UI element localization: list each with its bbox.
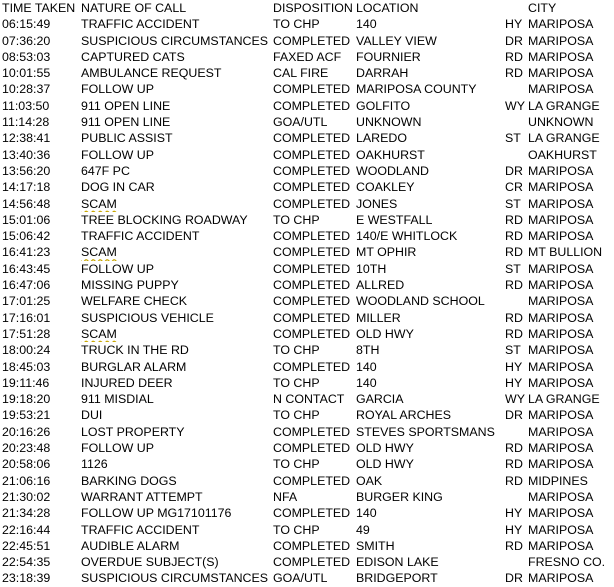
cell-city: LA GRANGE xyxy=(528,131,600,146)
cell-nature: AMBULANCE REQUEST xyxy=(81,66,222,81)
cell-suffix: RD xyxy=(505,538,523,553)
cell-location: WOODLAND SCHOOL xyxy=(356,294,485,309)
table-row xyxy=(2,407,612,423)
cell-disposition: TO CHP xyxy=(273,375,320,390)
cell-nature: BURGLAR ALARM xyxy=(81,359,187,374)
cell-nature: SUSPICIOUS CIRCUMSTANCES xyxy=(81,571,269,586)
cell-nature: TRAFFIC ACCIDENT xyxy=(81,17,200,32)
cell-disposition: GOA/UTL xyxy=(273,571,328,586)
cell-time: 16:43:45 xyxy=(2,261,51,276)
cell-city: LA GRANGE xyxy=(528,392,600,407)
cell-time: 16:41:23 xyxy=(2,245,51,260)
cell-location: FOURNIER xyxy=(356,49,421,64)
header-time: TIME TAKEN xyxy=(2,1,76,15)
cell-city: MIDPINES xyxy=(528,473,588,488)
cell-nature: TRAFFIC ACCIDENT xyxy=(81,522,200,537)
table-row xyxy=(2,473,612,489)
cell-location: VALLEY VIEW xyxy=(356,33,437,48)
cell-time: 10:01:55 xyxy=(2,66,51,81)
cell-time: 20:23:48 xyxy=(2,441,51,456)
cell-location: 8TH xyxy=(356,343,380,358)
cell-suffix xyxy=(505,424,528,440)
cell-nature: MISSING PUPPY xyxy=(81,278,179,293)
cell-location: UNKNOWN xyxy=(356,115,422,130)
cell-city: FRESNO CO. xyxy=(528,555,606,570)
cell-city: UNKNOWN xyxy=(528,115,594,130)
cell-time: 19:53:21 xyxy=(2,408,51,423)
cell-location: E WESTFALL xyxy=(356,212,433,227)
cell-nature: WELFARE CHECK xyxy=(81,294,188,309)
cell-suffix: RD xyxy=(505,457,523,472)
table-row xyxy=(2,98,612,114)
cell-location: GOLFITO xyxy=(356,98,411,113)
cell-disposition: COMPLETED xyxy=(273,555,351,570)
cell-time: 23:18:39 xyxy=(2,571,51,586)
cell-suffix: ST xyxy=(505,131,521,146)
table-row xyxy=(2,179,612,195)
cell-location: LAREDO xyxy=(356,131,407,146)
table-row xyxy=(2,33,612,49)
cell-location: 140 xyxy=(356,375,377,390)
cell-location: MT OPHIR xyxy=(356,245,417,260)
cell-location: BRIDGEPORT xyxy=(356,571,438,586)
cell-suffix xyxy=(505,114,528,130)
cell-location: MILLER xyxy=(356,310,401,325)
cell-time: 17:01:25 xyxy=(2,294,51,309)
cell-disposition: COMPLETED xyxy=(273,33,351,48)
cell-location: OLD HWY xyxy=(356,441,414,456)
cell-suffix: HY xyxy=(505,506,523,521)
cell-suffix xyxy=(505,293,528,309)
table-row xyxy=(2,114,612,130)
cell-time: 21:34:28 xyxy=(2,506,51,521)
cell-location: 49 xyxy=(356,522,370,537)
cell-time: 12:38:41 xyxy=(2,131,51,146)
cell-suffix: CR xyxy=(505,180,523,195)
cell-nature xyxy=(81,196,273,212)
cell-time: 15:06:42 xyxy=(2,229,51,244)
cell-city: MARIPOSA xyxy=(528,17,594,32)
cell-disposition: COMPLETED xyxy=(273,310,351,325)
cell-time: 11:14:28 xyxy=(2,115,50,130)
cell-disposition: COMPLETED xyxy=(273,473,351,488)
cell-disposition: COMPLETED xyxy=(273,163,351,178)
cell-suffix: ST xyxy=(505,196,521,211)
table-row xyxy=(2,244,612,260)
cell-disposition: COMPLETED xyxy=(273,538,351,553)
cell-time: 21:30:02 xyxy=(2,489,51,504)
table-row xyxy=(2,261,612,277)
cell-city: MARIPOSA xyxy=(528,212,594,227)
cell-time: 11:03:50 xyxy=(2,98,50,113)
cell-nature: 911 MISDIAL xyxy=(81,392,154,407)
cell-suffix: RD xyxy=(505,278,523,293)
cell-city: MARIPOSA xyxy=(528,180,594,195)
header-suffix xyxy=(505,0,528,16)
cell-location: 140 xyxy=(356,17,377,32)
cell-nature: FOLLOW UP MG17101176 xyxy=(81,506,232,521)
cell-time: 20:58:06 xyxy=(2,457,51,472)
cell-city: MARIPOSA xyxy=(528,278,594,293)
cell-disposition: COMPLETED xyxy=(273,261,351,276)
cell-disposition: CAL FIRE xyxy=(273,66,329,81)
cell-nature: WARRANT ATTEMPT xyxy=(81,489,203,504)
cell-city: MARIPOSA xyxy=(528,326,594,341)
cell-location: BURGER KING xyxy=(356,489,443,504)
cell-city: MARIPOSA xyxy=(528,294,594,309)
cell-nature: SUSPICIOUS CIRCUMSTANCES xyxy=(81,33,269,48)
cell-nature: SUSPICIOUS VEHICLE xyxy=(81,310,214,325)
cell-location: DARRAH xyxy=(356,66,409,81)
table-row xyxy=(2,522,612,538)
cell-disposition: TO CHP xyxy=(273,343,320,358)
cell-suffix: RD xyxy=(505,441,523,456)
cell-suffix: HY xyxy=(505,359,523,374)
cell-city: MARIPOSA xyxy=(528,163,594,178)
call-log-body xyxy=(2,16,612,586)
cell-location: JONES xyxy=(356,196,398,211)
header-disposition: DISPOSITION xyxy=(273,1,353,15)
cell-nature: 911 OPEN LINE xyxy=(81,115,171,130)
cell-location: EDISON LAKE xyxy=(356,555,439,570)
table-row xyxy=(2,212,612,228)
cell-nature xyxy=(81,326,273,342)
cell-disposition: TO CHP xyxy=(273,522,320,537)
cell-nature: 1126 xyxy=(81,457,108,472)
cell-location: OAK xyxy=(356,473,383,488)
header-nature: NATURE OF CALL xyxy=(81,1,187,15)
table-row xyxy=(2,391,612,407)
cell-disposition: COMPLETED xyxy=(273,180,351,195)
table-row xyxy=(2,375,612,391)
cell-nature: AUDIBLE ALARM xyxy=(81,538,180,553)
cell-time: 19:18:20 xyxy=(2,392,51,407)
cell-suffix xyxy=(505,81,528,97)
cell-disposition: FAXED ACF xyxy=(273,49,342,64)
table-row xyxy=(2,310,612,326)
cell-suffix: RD xyxy=(505,49,523,64)
cell-nature: TREE BLOCKING ROADWAY xyxy=(81,212,248,227)
table-row xyxy=(2,505,612,521)
cell-city: LA GRANGE xyxy=(528,98,600,113)
cell-time: 17:16:01 xyxy=(2,310,51,325)
cell-location: 10TH xyxy=(356,261,387,276)
cell-nature-text: SCAM xyxy=(81,245,117,260)
cell-city: MARIPOSA xyxy=(528,506,594,521)
cell-nature: 911 OPEN LINE xyxy=(81,98,171,113)
cell-suffix: HY xyxy=(505,375,523,390)
cell-city: MARIPOSA xyxy=(528,571,594,586)
table-row xyxy=(2,163,612,179)
cell-disposition: TO CHP xyxy=(273,17,320,32)
table-row xyxy=(2,81,612,97)
cell-time: 20:16:26 xyxy=(2,424,51,439)
cell-disposition: TO CHP xyxy=(273,408,320,423)
cell-location: COAKLEY xyxy=(356,180,415,195)
table-row xyxy=(2,65,612,81)
cell-suffix: RD xyxy=(505,245,523,260)
cell-suffix: RD xyxy=(505,66,523,81)
cell-city: OAKHURST xyxy=(528,147,597,162)
cell-time: 08:53:03 xyxy=(2,49,51,64)
cell-location: OLD HWY xyxy=(356,457,414,472)
cell-disposition: COMPLETED xyxy=(273,245,351,260)
cell-suffix xyxy=(505,554,528,570)
cell-disposition: COMPLETED xyxy=(273,82,351,97)
cell-time: 16:47:06 xyxy=(2,278,51,293)
cell-location: 140 xyxy=(356,506,377,521)
cell-nature: TRAFFIC ACCIDENT xyxy=(81,229,200,244)
cell-location: GARCIA xyxy=(356,392,404,407)
cell-nature: DUI xyxy=(81,408,103,423)
cell-time: 14:17:18 xyxy=(2,180,51,195)
cell-city: MARIPOSA xyxy=(528,408,594,423)
cell-disposition: COMPLETED xyxy=(273,229,351,244)
cell-time: 14:56:48 xyxy=(2,196,51,211)
cell-nature: OVERDUE SUBJECT(S) xyxy=(81,555,219,570)
cell-city: MARIPOSA xyxy=(528,229,594,244)
table-row xyxy=(2,424,612,440)
call-log-table xyxy=(2,0,612,587)
header-row xyxy=(2,0,612,16)
cell-disposition: COMPLETED xyxy=(273,359,351,374)
cell-location: MARIPOSA COUNTY xyxy=(356,82,477,97)
cell-nature: LOST PROPERTY xyxy=(81,424,185,439)
cell-time: 22:54:35 xyxy=(2,555,51,570)
cell-time: 13:40:36 xyxy=(2,147,51,162)
cell-city: MARIPOSA xyxy=(528,441,594,456)
cell-disposition: N CONTACT xyxy=(273,392,345,407)
cell-city: MARIPOSA xyxy=(528,489,594,504)
cell-disposition: COMPLETED xyxy=(273,131,351,146)
cell-suffix: WY xyxy=(505,98,525,113)
cell-city: MARIPOSA xyxy=(528,196,594,211)
cell-time: 07:36:20 xyxy=(2,33,51,48)
cell-time: 15:01:06 xyxy=(2,212,51,227)
cell-city: MARIPOSA xyxy=(528,538,594,553)
cell-suffix: DR xyxy=(505,571,523,586)
table-row xyxy=(2,228,612,244)
cell-city: MARIPOSA xyxy=(528,522,594,537)
cell-city: MARIPOSA xyxy=(528,82,594,97)
cell-time: 22:16:44 xyxy=(2,522,51,537)
cell-suffix: DR xyxy=(505,163,523,178)
cell-suffix: RD xyxy=(505,326,523,341)
cell-nature-text: SCAM xyxy=(81,196,117,211)
table-row xyxy=(2,130,612,146)
cell-suffix: ST xyxy=(505,343,521,358)
cell-city: MARIPOSA xyxy=(528,49,594,64)
cell-location: OAKHURST xyxy=(356,147,425,162)
cell-time: 06:15:49 xyxy=(2,17,51,32)
cell-suffix: RD xyxy=(505,310,523,325)
cell-city: MARIPOSA xyxy=(528,310,594,325)
cell-nature xyxy=(81,244,273,260)
cell-location: 140 xyxy=(356,359,377,374)
cell-nature: BARKING DOGS xyxy=(81,473,177,488)
table-row xyxy=(2,326,612,342)
cell-time: 17:51:28 xyxy=(2,326,51,341)
cell-city: MARIPOSA xyxy=(528,375,594,390)
cell-disposition: NFA xyxy=(273,489,298,504)
table-row xyxy=(2,538,612,554)
cell-suffix: RD xyxy=(505,229,523,244)
cell-nature: FOLLOW UP xyxy=(81,261,154,276)
cell-nature: PUBLIC ASSIST xyxy=(81,131,173,146)
cell-location: STEVES SPORTSMANS xyxy=(356,424,495,439)
cell-city: MARIPOSA xyxy=(528,66,594,81)
table-row xyxy=(2,147,612,163)
cell-city: MARIPOSA xyxy=(528,457,594,472)
table-row xyxy=(2,456,612,472)
cell-time: 18:45:03 xyxy=(2,359,51,374)
cell-nature: 647F PC xyxy=(81,163,130,178)
table-row xyxy=(2,489,612,505)
cell-location: WOODLAND xyxy=(356,163,429,178)
cell-city: MARIPOSA xyxy=(528,343,594,358)
cell-city: MARIPOSA xyxy=(528,424,594,439)
header-city: CITY xyxy=(528,1,557,15)
cell-suffix: ST xyxy=(505,261,521,276)
cell-nature: DOG IN CAR xyxy=(81,180,155,195)
cell-suffix xyxy=(505,147,528,163)
cell-disposition: COMPLETED xyxy=(273,98,351,113)
cell-location: SMITH xyxy=(356,538,395,553)
cell-time: 10:28:37 xyxy=(2,82,51,97)
cell-nature: FOLLOW UP xyxy=(81,147,154,162)
cell-disposition: COMPLETED xyxy=(273,278,351,293)
cell-suffix: WY xyxy=(505,392,525,407)
cell-location: ALLRED xyxy=(356,278,405,293)
cell-city: MARIPOSA xyxy=(528,33,594,48)
cell-time: 22:45:51 xyxy=(2,538,51,553)
cell-time: 19:11:46 xyxy=(2,375,50,390)
cell-city: MARIPOSA xyxy=(528,359,594,374)
cell-time: 13:56:20 xyxy=(2,163,51,178)
cell-nature: TRUCK IN THE RD xyxy=(81,343,189,358)
cell-suffix: DR xyxy=(505,408,523,423)
cell-disposition: TO CHP xyxy=(273,212,320,227)
table-row xyxy=(2,16,612,32)
cell-disposition: COMPLETED xyxy=(273,326,351,341)
cell-nature: CAPTURED CATS xyxy=(81,49,185,64)
cell-suffix: RD xyxy=(505,473,523,488)
cell-suffix xyxy=(505,489,528,505)
table-row xyxy=(2,277,612,293)
cell-location: 140/E WHITLOCK xyxy=(356,229,458,244)
cell-nature: INJURED DEER xyxy=(81,375,173,390)
cell-disposition: COMPLETED xyxy=(273,294,351,309)
cell-disposition: COMPLETED xyxy=(273,506,351,521)
table-row xyxy=(2,440,612,456)
cell-suffix: HY xyxy=(505,17,523,32)
table-row xyxy=(2,49,612,65)
table-row xyxy=(2,293,612,309)
cell-disposition: COMPLETED xyxy=(273,441,351,456)
table-row xyxy=(2,196,612,212)
cell-time: 18:00:24 xyxy=(2,343,51,358)
cell-nature-text: SCAM xyxy=(81,326,117,341)
cell-location: ROYAL ARCHES xyxy=(356,408,452,423)
cell-disposition: TO CHP xyxy=(273,457,320,472)
cell-suffix: HY xyxy=(505,522,523,537)
cell-disposition: COMPLETED xyxy=(273,424,351,439)
cell-nature: FOLLOW UP xyxy=(81,82,154,97)
table-row xyxy=(2,554,612,570)
cell-disposition: COMPLETED xyxy=(273,196,351,211)
cell-time: 21:06:16 xyxy=(2,473,51,488)
cell-disposition: GOA/UTL xyxy=(273,115,328,130)
table-row xyxy=(2,359,612,375)
cell-city: MARIPOSA xyxy=(528,261,594,276)
cell-disposition: COMPLETED xyxy=(273,147,351,162)
header-location: LOCATION xyxy=(356,1,419,15)
cell-city: MT BULLION xyxy=(528,245,603,260)
table-row xyxy=(2,570,612,586)
table-row xyxy=(2,342,612,358)
cell-location: OLD HWY xyxy=(356,326,414,341)
cell-nature: FOLLOW UP xyxy=(81,441,154,456)
cell-suffix: DR xyxy=(505,33,523,48)
cell-suffix: RD xyxy=(505,212,523,227)
